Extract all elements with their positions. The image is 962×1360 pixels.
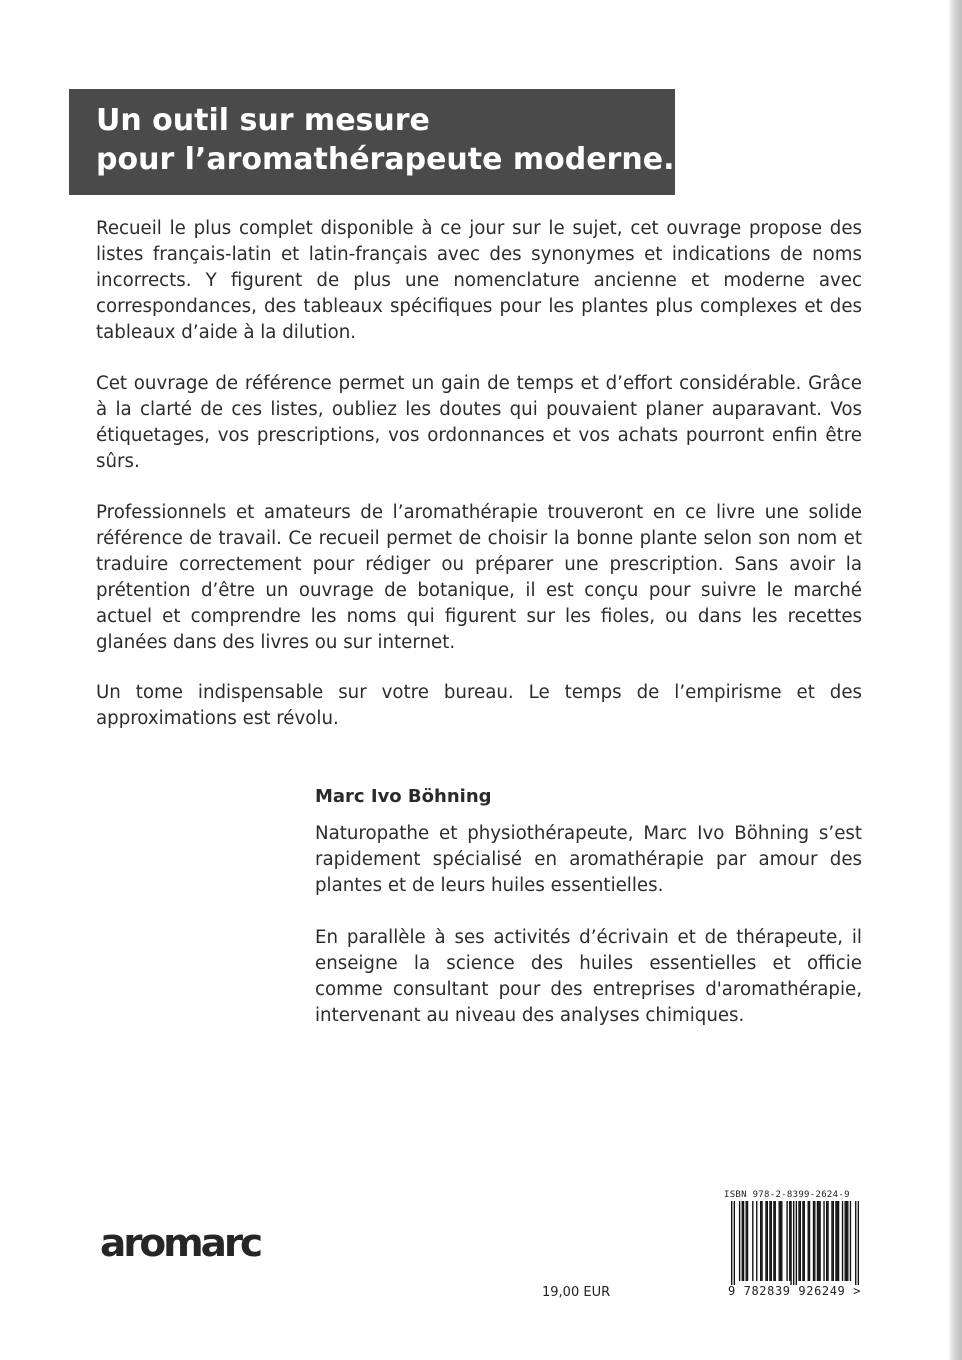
barcode-bar — [847, 1201, 848, 1281]
barcode-bar — [756, 1201, 757, 1281]
barcode-bar — [760, 1201, 761, 1281]
barcode-bar — [779, 1201, 780, 1281]
title-line-2: pour l’aromathérapeute moderne. — [96, 142, 675, 177]
barcode-bar — [808, 1201, 809, 1281]
book-spine-edge — [948, 0, 962, 1360]
publisher-logo-text: aromarc — [100, 1222, 261, 1265]
barcode-bar — [835, 1201, 836, 1281]
barcode-bar — [846, 1201, 847, 1281]
barcode-bar — [793, 1201, 794, 1285]
barcode-bar — [842, 1201, 843, 1281]
barcode-bar — [802, 1201, 803, 1281]
barcode-bar — [831, 1201, 832, 1281]
isbn-label: ISBN 978-2-8399-2624-9 — [724, 1190, 850, 1200]
barcode-bar — [771, 1201, 772, 1281]
isbn-barcode — [731, 1201, 859, 1285]
barcode-bar — [844, 1201, 845, 1281]
barcode-bar — [752, 1201, 753, 1281]
barcode-bar — [818, 1201, 819, 1281]
barcode-bar — [773, 1201, 774, 1281]
barcode-bar — [826, 1201, 827, 1281]
barcode-bar — [809, 1201, 810, 1281]
barcode-bar — [798, 1201, 799, 1281]
paragraph-3: Professionnels et amateurs de l’aromathérapie trouveront en ce livre une solide référence de travail. Ce recueil permet de choisir la bonne plante selon son nom et traduire correctement pour rédiger ou préparer une prescription. Sans avoir la prétention d’être un ouvrage de botanique, il est conçu pour suivre le marché actuel et comprendre les noms qui figurent sur les fioles, ou dans les recettes glanées dans des livres ou sur internet. — [96, 502, 862, 653]
author-bio-1: Naturopathe et physiothérapeute, Marc Ivo Böhning s’est rapidement spécialisé en aromathérapie par amour des plantes et de leurs huiles essentielles. — [315, 823, 862, 896]
barcode-bar — [769, 1201, 770, 1281]
barcode-bar — [747, 1201, 748, 1281]
title-line-1: Un outil sur mesure — [96, 103, 430, 138]
barcode-bar — [767, 1201, 768, 1281]
barcode-bar — [837, 1201, 838, 1281]
title-banner — [69, 89, 675, 195]
barcode-bar — [739, 1201, 740, 1281]
author-bio-2: En parallèle à ses activités d’écrivain et de thérapeute, il enseigne la science des huiles essentielles et officie comme consultant pour des entreprises d'aromathérapie, intervenant au niveau des analyses chimiques. — [315, 927, 862, 1026]
barcode-bar — [804, 1201, 805, 1281]
barcode-bar — [761, 1201, 762, 1281]
publisher-logo — [100, 1222, 262, 1266]
barcode-digits: 9 782839 926249 > — [728, 1284, 862, 1298]
barcode-bar — [734, 1201, 735, 1285]
barcode-bar — [814, 1201, 815, 1281]
barcode-bar — [742, 1201, 743, 1281]
author-name: Marc Ivo Böhning — [315, 786, 492, 807]
barcode-bar — [731, 1201, 732, 1285]
barcode-bar — [746, 1201, 747, 1281]
barcode-bar — [789, 1201, 790, 1281]
price: 19,00 EUR — [542, 1285, 611, 1300]
barcode-bar — [796, 1201, 797, 1285]
barcode-bar — [855, 1201, 856, 1285]
barcode-bar — [743, 1201, 744, 1281]
paragraph-1: Recueil le plus complet disponible à ce jour sur le sujet, cet ouvrage propose des listes français-latin et latin-français avec des synonymes et indications de noms incorrects. Y figurent de plus une nomenclature ancienne et moderne avec correspondances, des tableaux spécifiques pour les plantes plus complexes et des tableaux d’aide à la dilution. — [96, 218, 862, 343]
barcode-bar — [786, 1201, 787, 1281]
barcode-bar — [817, 1201, 818, 1281]
barcode-bar — [765, 1201, 766, 1281]
barcode-bar — [858, 1201, 859, 1285]
barcode-bar — [823, 1201, 824, 1281]
barcode-bar — [838, 1201, 839, 1281]
barcode-bar — [827, 1201, 828, 1281]
paragraph-2: Cet ouvrage de référence permet un gain de temps et d’effort considérable. Grâce à la clarté de ces listes, oubliez les doutes qui pouvaient planer auparavant. Vos étiquetages, vos prescriptions, vos ordonnances et vos achats pourront enfin être sûrs. — [96, 373, 862, 472]
paragraph-4: Un tome indispensable sur votre bureau. Le temps de l’empirisme et des approximations est révolu. — [96, 682, 862, 729]
barcode-bar — [775, 1201, 776, 1281]
barcode-bar — [813, 1201, 814, 1281]
barcode-bar — [819, 1201, 820, 1281]
barcode-bar — [780, 1201, 781, 1281]
barcode-bar — [781, 1201, 782, 1281]
barcode-bar — [790, 1201, 791, 1285]
barcode-bar — [800, 1201, 801, 1281]
barcode-bar — [850, 1201, 851, 1281]
barcode-bar — [833, 1201, 834, 1281]
